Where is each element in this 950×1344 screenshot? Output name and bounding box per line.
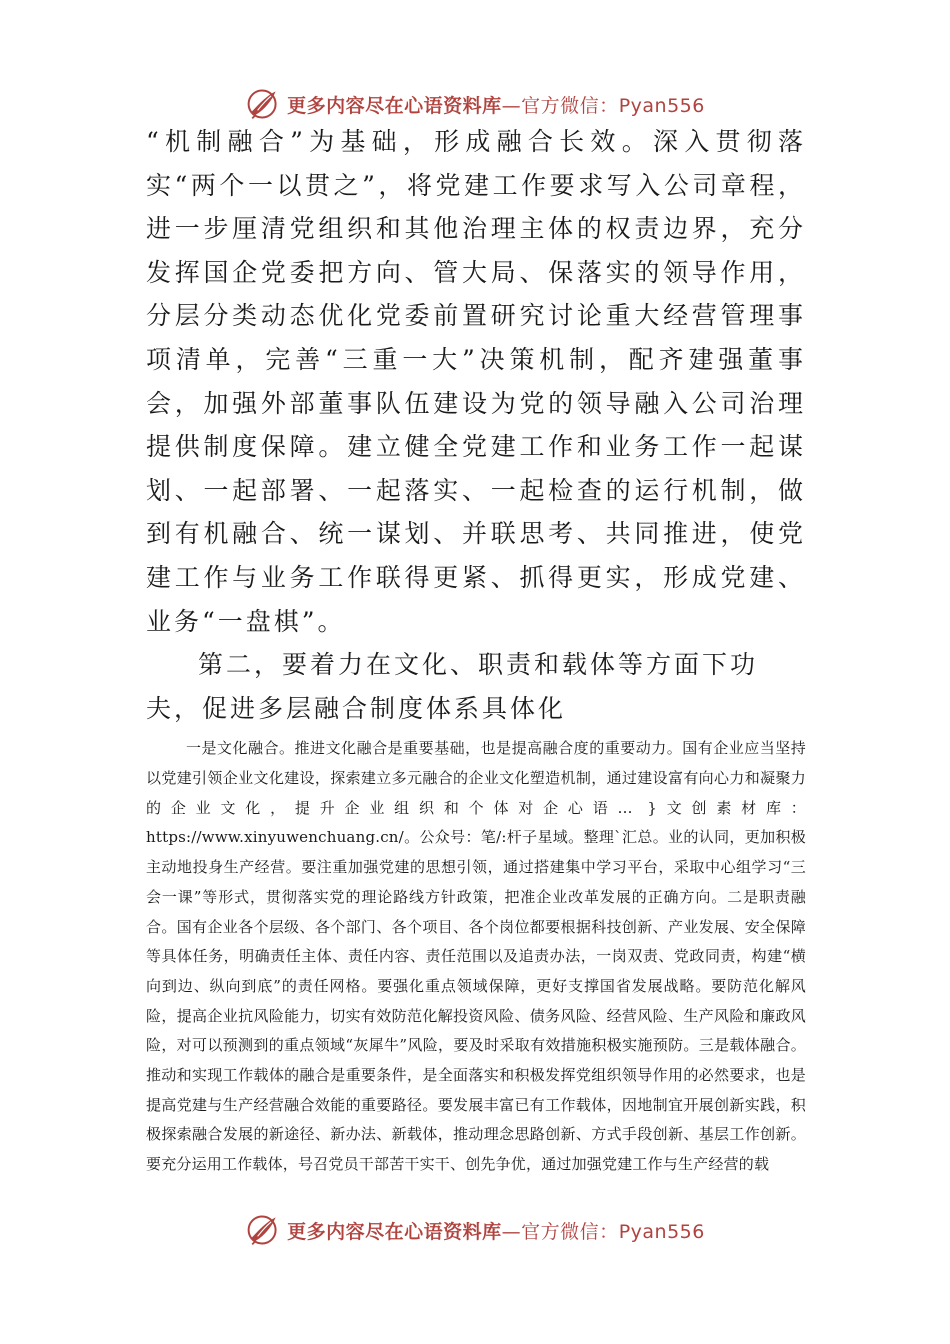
banner-brand: 更多内容尽在心语资料库 [287, 1220, 502, 1243]
banner-brand: 更多内容尽在心语资料库 [287, 94, 502, 117]
banner-text [287, 91, 705, 118]
banner-dash: — [501, 1220, 522, 1243]
banner-wechat-id: Pyan556 [618, 1220, 705, 1243]
banner-text [287, 1217, 705, 1244]
banner-dash: — [501, 94, 522, 117]
section-heading: 第二，要着力在文化、职责和载体等方面下功夫，促进多层融合制度体系具体化 [146, 650, 759, 723]
footer-banner [0, 1208, 950, 1252]
pen-nib-logo-icon [245, 86, 281, 122]
banner-contact: 官方微信： [521, 1220, 619, 1243]
banner-contact: 官方微信： [521, 94, 619, 117]
document-body [146, 120, 806, 1180]
pen-nib-logo-icon [245, 1212, 281, 1248]
paragraph-integration: 一是文化融合。推进文化融合是重要基础，也是提高融合度的重要动力。国有企业应当坚持以党建引领企业文化建设，探索建立多元融合的企业文化塑造机制，通过建设富有向心力和凝聚力的企业文化，提升企业组织和个体对企心语… }文创素材库：https://www.xinyuwenchuang.cn/。公众号：笔/:杆子星域。整理`汇总。业的认同，更加积极主动地投身生产经营。要注重加强党建的思想引领，通过搭建集中学习平台，采取中心组学习“三会一课”等形式，贯彻落实党的理论路线方针政策，把准企业改革发展的正确方向。二是职责融合。国有企业各个层级、各个部门、各个项目、各个岗位都要根据科技创新、产业发展、安全保障等具体任务，明确责任主体、责任内容、责任范围以及追责办法，一岗双责、党政同责，构建“横向到边、纵向到底”的责任网格。要强化重点领域保障，更好支撑国省发展战略。要防范化解风险，提高企业抗风险能力，切实有效防范化解投资风险、债务风险、经营风险、生产风险和廉政风险，对可以预测到的重点领域“灰犀牛”风险，要及时采取有效措施积极实施预防。三是载体融合。推动和实现工作载体的融合是重要条件，是全面落实和积极发挥党组织领导作用的必然要求，也是提高党建与生产经营融合效能的重要路径。要发展丰富已有工作载体，因地制宜开展创新实践，积极探索融合发展的新途径、新办法、新载体，推动理念思路创新、方式手段创新、基层工作创新。要充分运用工作载体，号召党员干部苦干实干、创先争优，通过加强党建工作与生产经营的载 [146, 739, 806, 1174]
paragraph-mechanism: “机制融合”为基础，形成融合长效。深入贯彻落实“两个一以贯之”，将党建工作要求写入公司章程，进一步厘清党组织和其他治理主体的权责边界，充分发挥国企党委把方向、管大局、保落实的领导作用，分层分类动态优化党委前置研究讨论重大经营管理事项清单，完善“三重一大”决策机制，配齐建强董事会，加强外部董事队伍建设为党的领导融入公司治理提供制度保障。建立健全党建工作和业务工作一起谋划、一起部署、一起落实、一起检查的运行机制，做到有机融合、统一谋划、并联思考、共同推进，使党建工作与业务工作联得更紧、抓得更实，形成党建、业务“一盘棋”。 [146, 127, 806, 636]
banner-wechat-id: Pyan556 [618, 94, 705, 117]
